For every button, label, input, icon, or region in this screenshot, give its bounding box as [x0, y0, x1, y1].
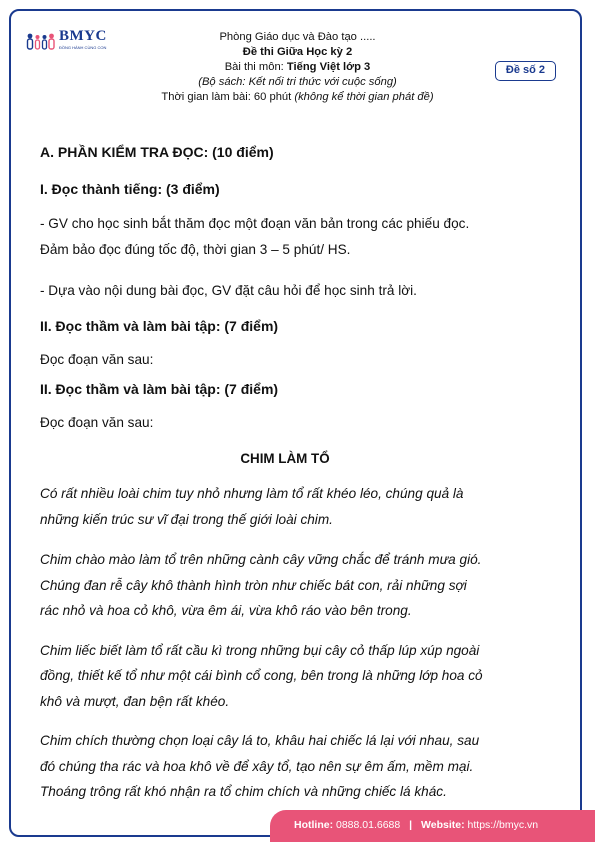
exam-title: Đề thi Giữa Học kỳ 2: [242, 46, 353, 58]
book-series-line: (Bộ sách: Kết nối tri thức với cuộc sống): [198, 76, 397, 88]
contact-footer: [270, 810, 595, 842]
instruction-line: Đảm bảo đọc đúng tốc độ, thời gian 3 – 5 phút/ HS.: [40, 242, 351, 257]
silent-reading-heading: II. Đọc thầm và làm bài tập: (7 điểm): [40, 318, 279, 334]
subject-line: [100, 60, 495, 75]
story-line: Chúng đan rễ cây khô thành hình tròn như chiếc bát con, rải những sợi: [40, 578, 467, 593]
story-line: đồng, thiết kế tổ như một cái bình cổ cong, bên trong là những lớp hoa cỏ: [40, 668, 483, 683]
story-line: đó chúng tha rác và hoa khô về để xây tổ, tạo nên sự êm ấm, mềm mại.: [40, 759, 474, 774]
footer-text: [294, 819, 538, 831]
story-line: Chim chào mào làm tổ trên những cành cây vững chắc để tránh mưa gió.: [40, 552, 482, 567]
exam-number-badge: Đề số 2: [495, 61, 556, 81]
department-line: Phòng Giáo dục và Đào tạo .....: [219, 31, 376, 43]
instruction-line: - Dựa vào nội dung bài đọc, GV đặt câu hỏi để học sinh trả lời.: [40, 283, 417, 298]
brand-tagline: ĐỒNG HÀNH CÙNG CON: [59, 45, 107, 50]
story-title: CHIM LÀM TỔ: [240, 451, 330, 466]
hotline-number[interactable]: 0888.01.6688: [336, 819, 401, 831]
subject-prefix: Bài thi môn:: [224, 61, 287, 73]
website-link[interactable]: https://bmyc.vn: [467, 819, 539, 831]
silent-reading-heading: II. Đọc thầm và làm bài tập: (7 điểm): [40, 381, 279, 397]
exam-header: [100, 30, 495, 105]
story-line: Có rất nhiều loài chim tuy nhỏ nhưng làm tổ rất khéo léo, chúng quả là: [40, 486, 464, 501]
reading-aloud-heading: I. Đọc thành tiếng: (3 điểm): [40, 181, 220, 197]
family-figures-icon: [26, 32, 56, 50]
story-line: những kiến trúc sư vĩ đại trong thế giới loài chim.: [40, 512, 333, 527]
website-label: Website:: [421, 819, 465, 831]
subject-name: Tiếng Việt lớp 3: [286, 61, 371, 73]
brand-name: BMYC: [59, 28, 107, 44]
hotline-label: Hotline:: [294, 819, 334, 831]
story-line: rác nhỏ và hoa cỏ khô, vừa êm ái, vừa khô ráo vào bên trong.: [40, 603, 412, 618]
story-line: khô và mượt, đan bện rất khéo.: [40, 694, 230, 709]
instruction-line: - GV cho học sinh bắt thăm đọc một đoạn văn bản trong các phiếu đọc.: [40, 216, 470, 231]
story-line: Thoáng trông rất khó nhận ra tổ chim chích và những chiếc lá khác.: [40, 784, 447, 799]
story-line: Chim liếc biết làm tổ rất cầu kì trong những bụi cây cỏ thấp lúp xúp ngoài: [40, 643, 480, 658]
story-line: Chim chích thường chọn loại cây lá to, khâu hai chiếc lá lại với nhau, sau: [40, 733, 480, 748]
duration-line: [100, 90, 495, 105]
duration-prefix: Thời gian làm bài: 60 phút: [161, 91, 295, 103]
footer-separator: |: [409, 819, 413, 831]
duration-note: (không kể thời gian phát đề): [294, 91, 434, 103]
read-passage-prompt: Đọc đoạn văn sau:: [40, 352, 154, 367]
section-a-heading: A. PHẦN KIỂM TRA ĐỌC: (10 điểm): [40, 144, 274, 160]
read-passage-prompt: Đọc đoạn văn sau:: [40, 415, 154, 430]
